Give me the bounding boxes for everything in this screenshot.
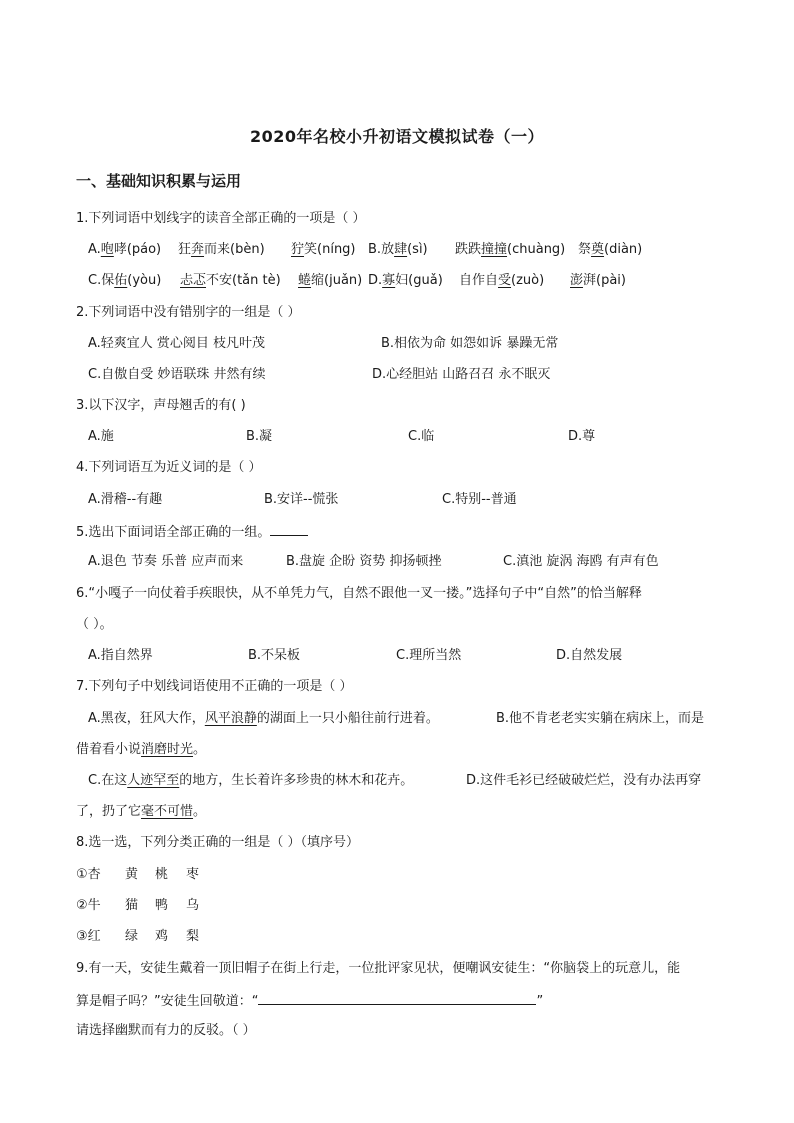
answer-blank[interactable] (270, 522, 308, 536)
section-heading: 一、基础知识积累与运用 (76, 172, 242, 190)
q1-option-a: A.咆哮(páo) (88, 242, 162, 257)
q4-option-c: C.特别--普通 (442, 492, 517, 507)
q7-option-a: A.黑夜，狂风大作，风平浪静的湖面上一只小船往前行进着。 (88, 711, 439, 726)
q4-option-a: A.滑稽--有趣 (88, 492, 163, 507)
q8-row-2-item: 猫 (125, 898, 139, 913)
q8-row-1-item: 黄 (125, 867, 139, 882)
q1-option-c-word-3: 蜷缩(juǎn) (298, 273, 363, 288)
question-6-stem: 6.“小嘎子一向仗着手疾眼快，从不单凭力气，自然不跟他一叉一搂。”选择句子中“自然”的恰当解释 (76, 586, 642, 601)
q2-option-d: D.心经胆站 山路召召 永不眠灭 (372, 367, 551, 382)
q1-option-b: B.放肆(sì) (368, 242, 428, 257)
q6-option-b: B.不呆板 (248, 648, 301, 663)
question-8-stem: 8.选一选，下列分类正确的一组是（ ）（填序号） (76, 835, 360, 850)
q8-row-1-item: 枣 (186, 867, 200, 882)
q1-option-d: D.寡妇(guǎ) (368, 273, 443, 288)
q8-row-1-label: ①杏 (76, 867, 101, 882)
q8-row-3-item: 鸡 (155, 929, 169, 944)
question-1-stem: 1.下列词语中划线字的读音全部正确的一项是（ ） (76, 211, 366, 226)
q3-option-c: C.临 (408, 429, 435, 444)
q6-option-c: C.理所当然 (396, 648, 462, 663)
q8-row-3-label: ③红 (76, 929, 101, 944)
q7-option-b: B.他不肯老老实实躺在病床上，而是 (496, 711, 705, 726)
q3-option-a: A.施 (88, 429, 114, 444)
q6-option-a: A.指自然界 (88, 648, 153, 663)
q1-option-b-word-3: 祭奠(diàn) (578, 242, 643, 257)
q8-row-2-item: 乌 (186, 898, 200, 913)
q4-option-b: B.安详--慌张 (264, 492, 339, 507)
q7-option-d-cont: 了，扔了它毫不可惜。 (76, 804, 207, 819)
q6-option-d: D.自然发展 (556, 648, 623, 663)
q1-option-a-word-3: 狞笑(níng) (291, 242, 356, 257)
q7-option-b-cont: 借着看小说消磨时光。 (76, 742, 207, 757)
q1-option-c-word-2: 忐忑不安(tǎn tè) (180, 273, 281, 288)
q8-row-2-item: 鸭 (155, 898, 169, 913)
question-2-stem: 2.下列词语中没有错别字的一组是（ ） (76, 305, 301, 320)
q2-option-b: B.相依为命 如怨如诉 暴躁无常 (381, 336, 559, 351)
q8-row-3-item: 梨 (186, 929, 200, 944)
q3-option-d: D.尊 (568, 429, 596, 444)
question-3-stem: 3.以下汉字，声母翘舌的有( ) (76, 398, 246, 413)
q2-option-a: A.轻爽宜人 赏心阅目 枝凡叶茂 (88, 336, 266, 351)
q8-row-3-item: 绿 (125, 929, 139, 944)
page-title: 2020年名校小升初语文模拟试卷（一） (249, 127, 545, 146)
q7-option-d: D.这件毛衫已经破破烂烂，没有办法再穿 (466, 773, 702, 788)
q7-option-c: C.在这人迹罕至的地方，生长着许多珍贵的林木和花卉。 (88, 773, 414, 788)
q1-option-d-word-2: 自作自受(zuò) (459, 273, 545, 288)
question-4-stem: 4.下列词语互为近义词的是（ ） (76, 460, 262, 475)
q5-option-b: B.盘旋 企盼 资势 抑扬顿挫 (286, 554, 442, 569)
q3-option-b: B.凝 (246, 429, 273, 444)
q5-option-a: A.退色 节奏 乐普 应声而来 (88, 554, 244, 569)
question-9-answer-line: 算是帽子吗？”安徒生回敬道：“ ” (76, 991, 543, 1011)
q2-option-c: C.自傲自受 妙语联珠 井然有续 (88, 367, 266, 382)
answer-blank[interactable] (258, 991, 536, 1005)
question-9-prompt: 请选择幽默而有力的反驳。（ ） (76, 1023, 256, 1038)
q5-option-c: C.滇池 旋涡 海鸥 有声有色 (503, 554, 659, 569)
question-9-stem: 9.有一天，安徒生戴着一顶旧帽子在街上行走，一位批评家见状，便嘲讽安徒生：“你脑袋上的玩意儿，能 (76, 961, 681, 976)
q1-option-a-word-2: 狂奔而来(bèn) (178, 242, 265, 257)
q8-row-1-item: 桃 (155, 867, 169, 882)
q1-option-c: C.保佑(yòu) (88, 273, 162, 288)
question-6-stem-cont: （ ）。 (76, 617, 113, 632)
question-7-stem: 7.下列句子中划线词语使用不正确的一项是（ ） (76, 679, 353, 694)
q1-option-b-word-2: 跌跌撞撞(chuàng) (455, 242, 566, 257)
q8-row-2-label: ②牛 (76, 898, 101, 913)
q1-option-d-word-3: 澎湃(pài) (570, 273, 626, 288)
question-5-stem: 5.选出下面词语全部正确的一组。 (76, 522, 308, 542)
